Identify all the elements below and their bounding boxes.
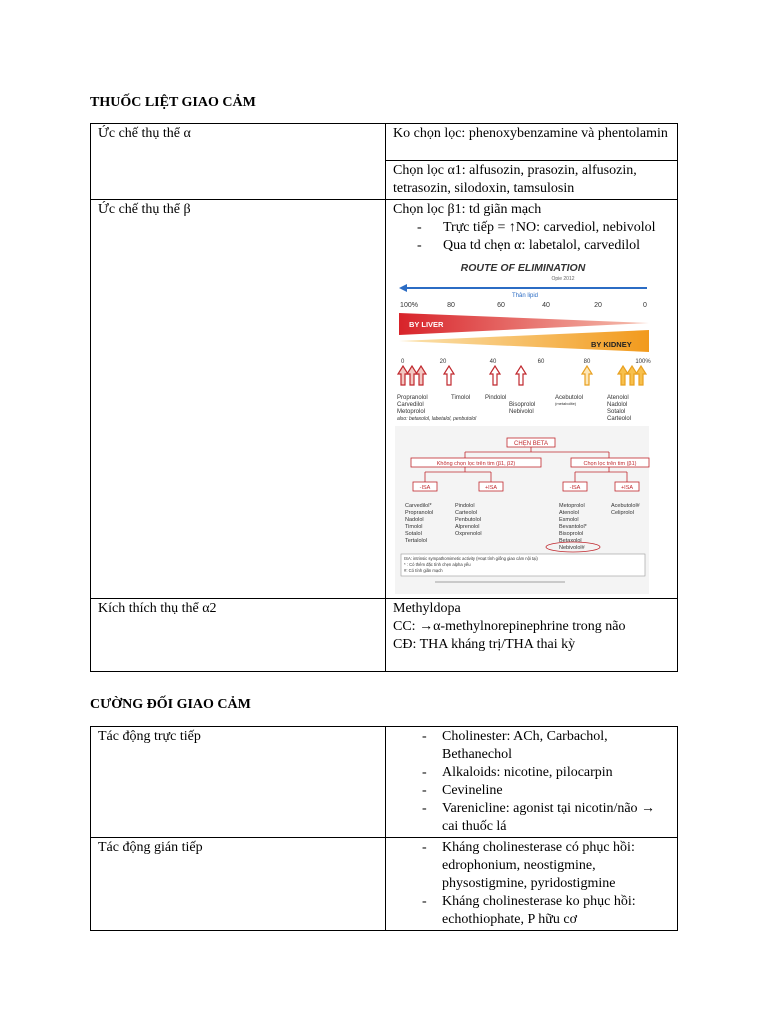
drug-name: Carteolol [607, 416, 632, 422]
kidney-arrows-icon [618, 366, 646, 385]
isa-minus-right: -ISA [569, 485, 581, 491]
list-item: - Varenicline: agonist tại nicotin/não → cai thuốc lá [393, 800, 671, 836]
figure-title: ROUTE OF ELIMINATION [460, 262, 586, 274]
tree-right: Chọn lọc trên tim (β1) [583, 461, 637, 467]
tree-drug: Carvedilol* [405, 503, 432, 509]
tree-drug: Bevantolol* [559, 524, 587, 530]
drug-name: Carvedilol [397, 402, 424, 408]
indirect-cell [386, 838, 678, 931]
alpha2-cell [386, 599, 678, 672]
bottom-tick: 20 [439, 359, 447, 365]
alpha2-line: CC: →α-methylnorepinephrine trong não [393, 619, 626, 634]
tree-drug: Sotalol [405, 531, 422, 537]
alpha2-line: CĐ: THA kháng trị/THA thai kỳ [393, 637, 576, 652]
bottom-tick: 40 [489, 359, 497, 365]
tree-drug: Timolol [405, 524, 423, 530]
beta-list [393, 219, 671, 255]
tree-drug: Tertalolol [405, 538, 428, 544]
alpha2-line: Methyldopa [393, 601, 461, 616]
drug-name: Nebivolol [509, 409, 534, 415]
beta-line1: Chọn lọc β1: td giãn mạch [393, 202, 542, 217]
isa-minus-left: -ISA [419, 485, 431, 491]
up-arrow-icon [582, 366, 592, 385]
legend-note: * : Có thêm đặc tính chẹn alpha yếu [404, 562, 471, 567]
tree-drug: Pindolol [455, 503, 475, 509]
tree-drug: Metoprolol [559, 503, 585, 509]
figure-graphics [395, 257, 651, 595]
drug-name: Bisoprolol [509, 402, 536, 408]
table-row [91, 200, 678, 599]
arrow-label: Thân lipid [511, 293, 539, 299]
also-note: also: betaxolol, labetalol, penbutolol [397, 416, 477, 422]
tree-root: CHẸN BETA [514, 441, 548, 447]
indirect-list [393, 839, 671, 929]
table-row [91, 727, 678, 838]
legend-note: #: Có tính giãn mạch [404, 568, 443, 573]
top-tick: 40 [542, 302, 550, 309]
bottom-tick: 100% [635, 359, 651, 365]
list-item: - Kháng cholinesterase có phục hồi: edrophonium, neostigmine, physostigmine, pyridostigmine [393, 839, 671, 893]
top-tick: 0 [643, 302, 647, 309]
parasympathomimetic-table [90, 726, 678, 931]
metabolite-note: (metabolite) [555, 401, 577, 406]
drug-name: Atenolol [607, 395, 629, 401]
top-tick: 60 [497, 302, 505, 309]
tree-drug: Bisoprolol [559, 531, 584, 537]
isa-plus-left: +ISA [484, 485, 498, 491]
alpha-nonselective: Ko chọn lọc: phenoxybenzamine và phentolamin [386, 124, 678, 161]
beta-cell [386, 200, 678, 599]
row-label-alpha: Ức chế thụ thể α [91, 124, 386, 200]
sympatholytic-table [90, 123, 678, 672]
list-item: - Qua td chẹn α: labetalol, carvedilol [393, 237, 671, 255]
list-item: - Alkaloids: nicotine, pilocarpin [393, 764, 671, 782]
liver-label: BY LIVER [409, 320, 444, 329]
row-label-indirect: Tác động gián tiếp [91, 838, 386, 931]
tree-drug: Propranolol [405, 510, 434, 516]
direct-cell [386, 727, 678, 838]
up-arrow-icon [490, 366, 500, 385]
tree-drug: Acebutolol# [611, 503, 640, 509]
list-item: - Trực tiếp = ↑NO: carvediol, nebivolol [393, 219, 671, 237]
kidney-label: BY KIDNEY [591, 340, 632, 349]
top-tick: 80 [447, 302, 455, 309]
drug-name: Sotalol [607, 409, 626, 415]
figure-source: Opie 2012 [551, 276, 575, 282]
list-item: - Cevineline [393, 782, 671, 800]
list-item: - Kháng cholinesterase ko phục hồi: echothiophate, P hữu cơ [393, 893, 671, 929]
tree-left: Không chọn lọc trên tim (β1, β2) [436, 461, 516, 467]
bottom-tick: 80 [583, 359, 591, 365]
row-label-direct: Tác động trực tiếp [91, 727, 386, 838]
route-of-elimination-figure [395, 257, 651, 595]
tree-drug: Esmolol [559, 517, 579, 523]
drug-name: Acebutolol [555, 395, 584, 401]
section1-heading: THUỐC LIỆT GIAO CẢM [90, 95, 256, 110]
tree-drug: Carteolol [455, 510, 478, 516]
drug-name: Timolol [451, 395, 471, 401]
table-row [91, 124, 678, 161]
section2-heading: CƯỜNG ĐỐI GIAO CẢM [90, 697, 251, 712]
drug-name: Pindolol [485, 395, 507, 401]
tree-drug: Atenolol [559, 510, 579, 516]
top-tick: 100% [400, 302, 418, 309]
row-label-alpha2: Kích thích thụ thể α2 [91, 599, 386, 672]
row-label-beta: Ức chế thụ thể β [91, 200, 386, 599]
tree-drug: Oxprenolol [455, 531, 482, 537]
isa-plus-right: +ISA [620, 485, 634, 491]
bottom-tick: 0 [401, 359, 405, 365]
tree-drug: Nebivolol# [559, 545, 585, 551]
list-item: - Cholinester: ACh, Carbachol, Bethanechol [393, 728, 671, 764]
drug-name: Metoprolol [397, 409, 426, 415]
up-arrow-icon [516, 366, 526, 385]
table-row [91, 599, 678, 672]
top-tick: 20 [594, 302, 602, 309]
tree-drug: Alprenolol [455, 524, 480, 530]
up-arrow-icon [444, 366, 454, 385]
bottom-tick: 60 [537, 359, 545, 365]
arrow-left-icon [399, 284, 407, 292]
direct-list [393, 728, 671, 836]
legend-note: ISA: intrinsic sympathomimetic activity (Hoạt tính giống giao cảm nội tại) [404, 556, 538, 561]
tree-drug: Nadolol [405, 517, 424, 523]
liver-arrows-icon [398, 366, 426, 385]
alpha-selective: Chọn lọc α1: alfusozin, prasozin, alfusozin, tetrasozin, silodoxin, tamsulosin [386, 161, 678, 200]
drug-name: Nadolol [607, 402, 628, 408]
table-row [91, 838, 678, 931]
tree-drug: Penbutolol [455, 517, 481, 523]
tree-drug: Celiprolol [611, 510, 634, 516]
tree-drug: Betaxolol [559, 538, 582, 544]
drug-name: Propranolol [397, 395, 428, 401]
